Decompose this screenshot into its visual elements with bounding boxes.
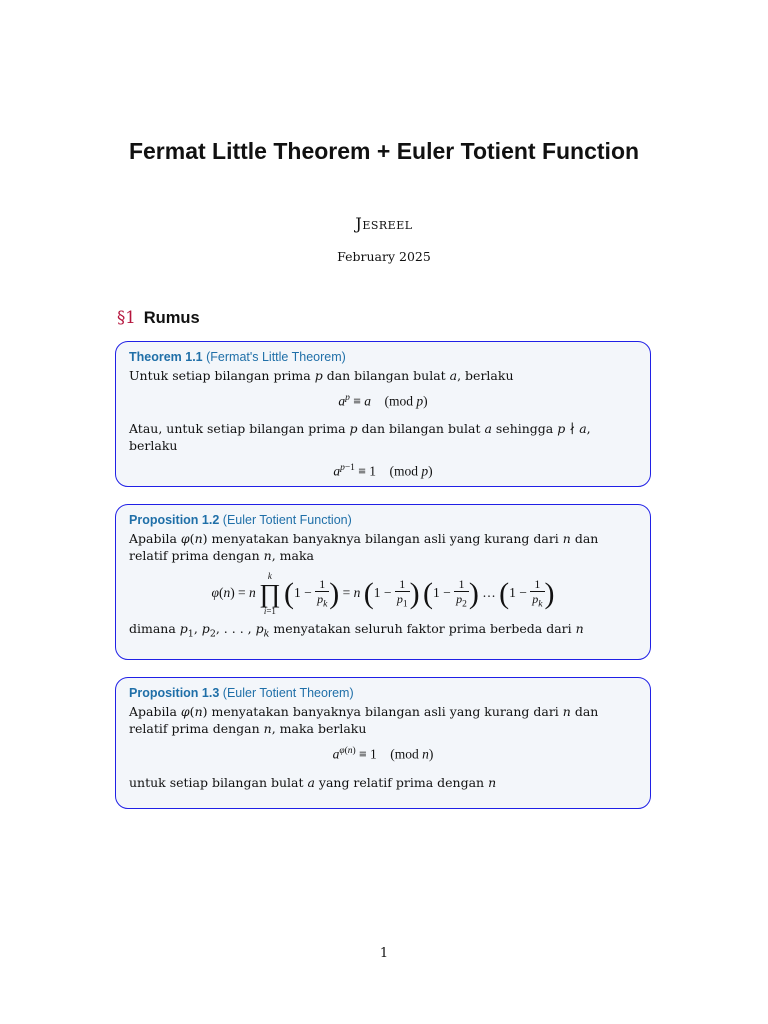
theorem-name: (Fermat's Little Theorem) <box>206 350 346 364</box>
prop2-label: Proposition 1.2 <box>129 513 220 527</box>
theorem-box <box>115 341 651 487</box>
theorem-text-2: Atau, untuk setiap bilangan prima p dan bilangan bulat a sehingga p ∤ a, berlaku <box>129 420 591 453</box>
prop2-text-2: dimana $p_1$, $p_2$, . . . , $p_k$ menyatakan seluruh faktor prima berbeda dari n <box>129 621 584 640</box>
document-title <box>0 136 768 166</box>
section-number: §1 <box>117 308 136 327</box>
theorem-heading <box>129 350 637 364</box>
theorem-equation-2: $a^{p-1} \equiv 1$ (mod p) <box>333 462 433 478</box>
prop3-name: (Euler Totient Theorem) <box>222 686 354 700</box>
proposition-euler-function-box <box>115 504 651 660</box>
prop3-label: Proposition 1.3 <box>129 686 220 700</box>
author: Jesreel <box>355 214 413 233</box>
prop2-name: (Euler Totient Function) <box>222 513 352 527</box>
theorem-equation-1: $a^p \equiv a$ (mod p) <box>338 393 428 409</box>
prop3-text-2: untuk setiap bilangan bulat a yang relatif prima dengan n <box>129 774 497 790</box>
theorem-text-1: Untuk setiap bilangan prima p dan bilangan bulat a, berlaku <box>129 368 514 383</box>
section-heading <box>117 308 200 328</box>
prop3-text-1: Apabila φ(n) menyatakan banyaknya bilangan asli yang kurang dari n dan relatif prima dengan n, maka berlaku <box>129 704 599 736</box>
prop2-equation: φ(n) = n k ∏ i=1 (1 − $\frac{1}{p_k}$ ) = n (1 − $\frac{1}{p_1}$ ) (1 − $\frac{1}{p_2}$ ) … (1 − $\frac{1}{p_k}$ ) <box>211 570 555 616</box>
proposition-euler-theorem-box <box>115 677 651 809</box>
product-symbol: k ∏ i=1 <box>259 570 281 616</box>
prop2-heading <box>129 513 637 527</box>
prop3-heading <box>129 686 637 700</box>
page-number: 1 <box>379 946 389 961</box>
date: February 2025 <box>337 249 431 264</box>
prop2-text-1: Apabila φ(n) menyatakan banyaknya bilangan asli yang kurang dari n dan relatif prima dengan n, maka <box>129 531 599 563</box>
document-title-text: Fermat Little Theorem + Euler Totient Function <box>128 138 640 164</box>
prop3-equation: $a^{\varphi(n)} \equiv 1$ (mod n) <box>332 746 434 762</box>
theorem-label: Theorem 1.1 <box>129 350 203 364</box>
section-title: Rumus <box>143 309 200 327</box>
